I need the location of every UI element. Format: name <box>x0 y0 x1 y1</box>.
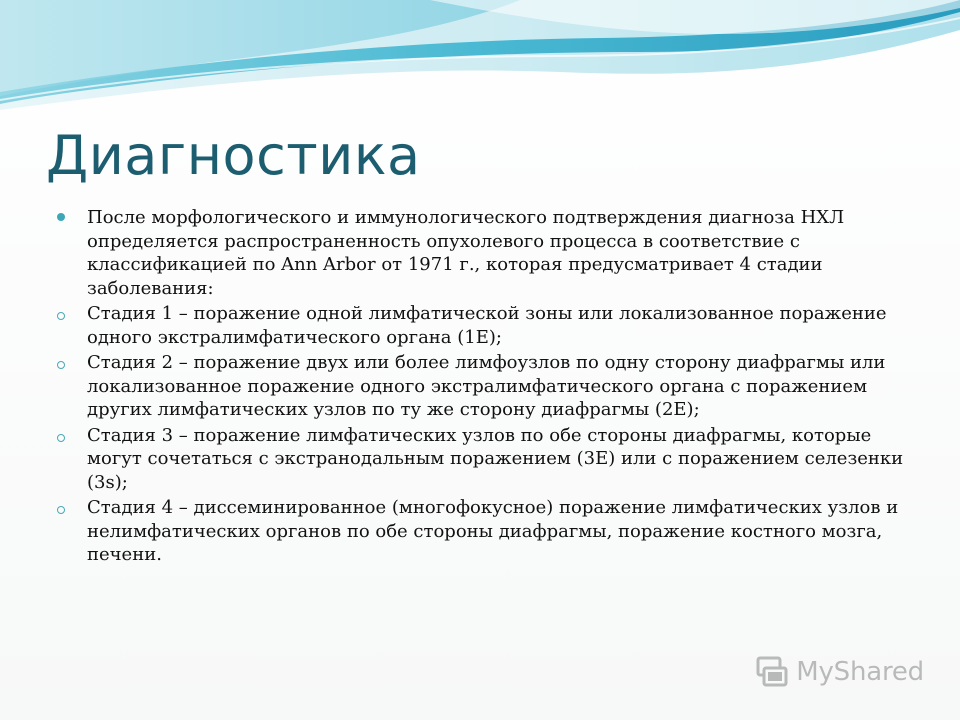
myshared-watermark <box>754 654 924 690</box>
list-item <box>56 351 916 422</box>
bullet-dot-icon <box>57 213 65 221</box>
list-item <box>56 302 916 349</box>
watermark-text: MyShared <box>796 657 924 687</box>
bullet-ring-icon <box>57 361 65 369</box>
list-item <box>56 496 916 567</box>
list-item <box>56 206 916 300</box>
bullet-text: Стадия 1 – поражение одной лимфатической зоны или локализованное поражение одного экстралимфатического органа (1Е); <box>87 303 887 348</box>
wave-decoration <box>0 0 960 130</box>
bullet-ring-icon <box>57 312 65 320</box>
bullet-text: Стадия 3 – поражение лимфатических узлов по обе стороны диафрагмы, которые могут сочетаться с экстранодальным поражением (3Е) или с поражением селезенки (3s); <box>87 424 904 493</box>
bullet-text: Стадия 2 – поражение двух или более лимфоузлов по одну сторону диафрагмы или локализованное поражение одного экстралимфатического органа с поражением других лимфатических узлов по ту же сторону диафрагмы (2Е); <box>87 352 886 420</box>
slide-title: Диагностика <box>46 124 421 187</box>
bullet-text: Стадия 4 – диссеминированное (многофокусное) поражение лимфатических узлов и нелимфатических органов по обе стороны диафрагмы, поражение костного мозга, печени. <box>87 497 899 565</box>
list-item <box>56 424 916 495</box>
bullet-list <box>56 206 916 567</box>
bullet-ring-icon <box>57 434 65 442</box>
myshared-logo-icon <box>754 655 790 689</box>
bullet-ring-icon <box>57 506 65 514</box>
bullet-text: После морфологического и иммунологического подтверждения диагноза НХЛ определяется распространенность опухолевого процесса в соответствие с классификацией по Ann Arbor от 1971 г., которая предусматривает 4 стадии заболевания: <box>87 207 845 299</box>
